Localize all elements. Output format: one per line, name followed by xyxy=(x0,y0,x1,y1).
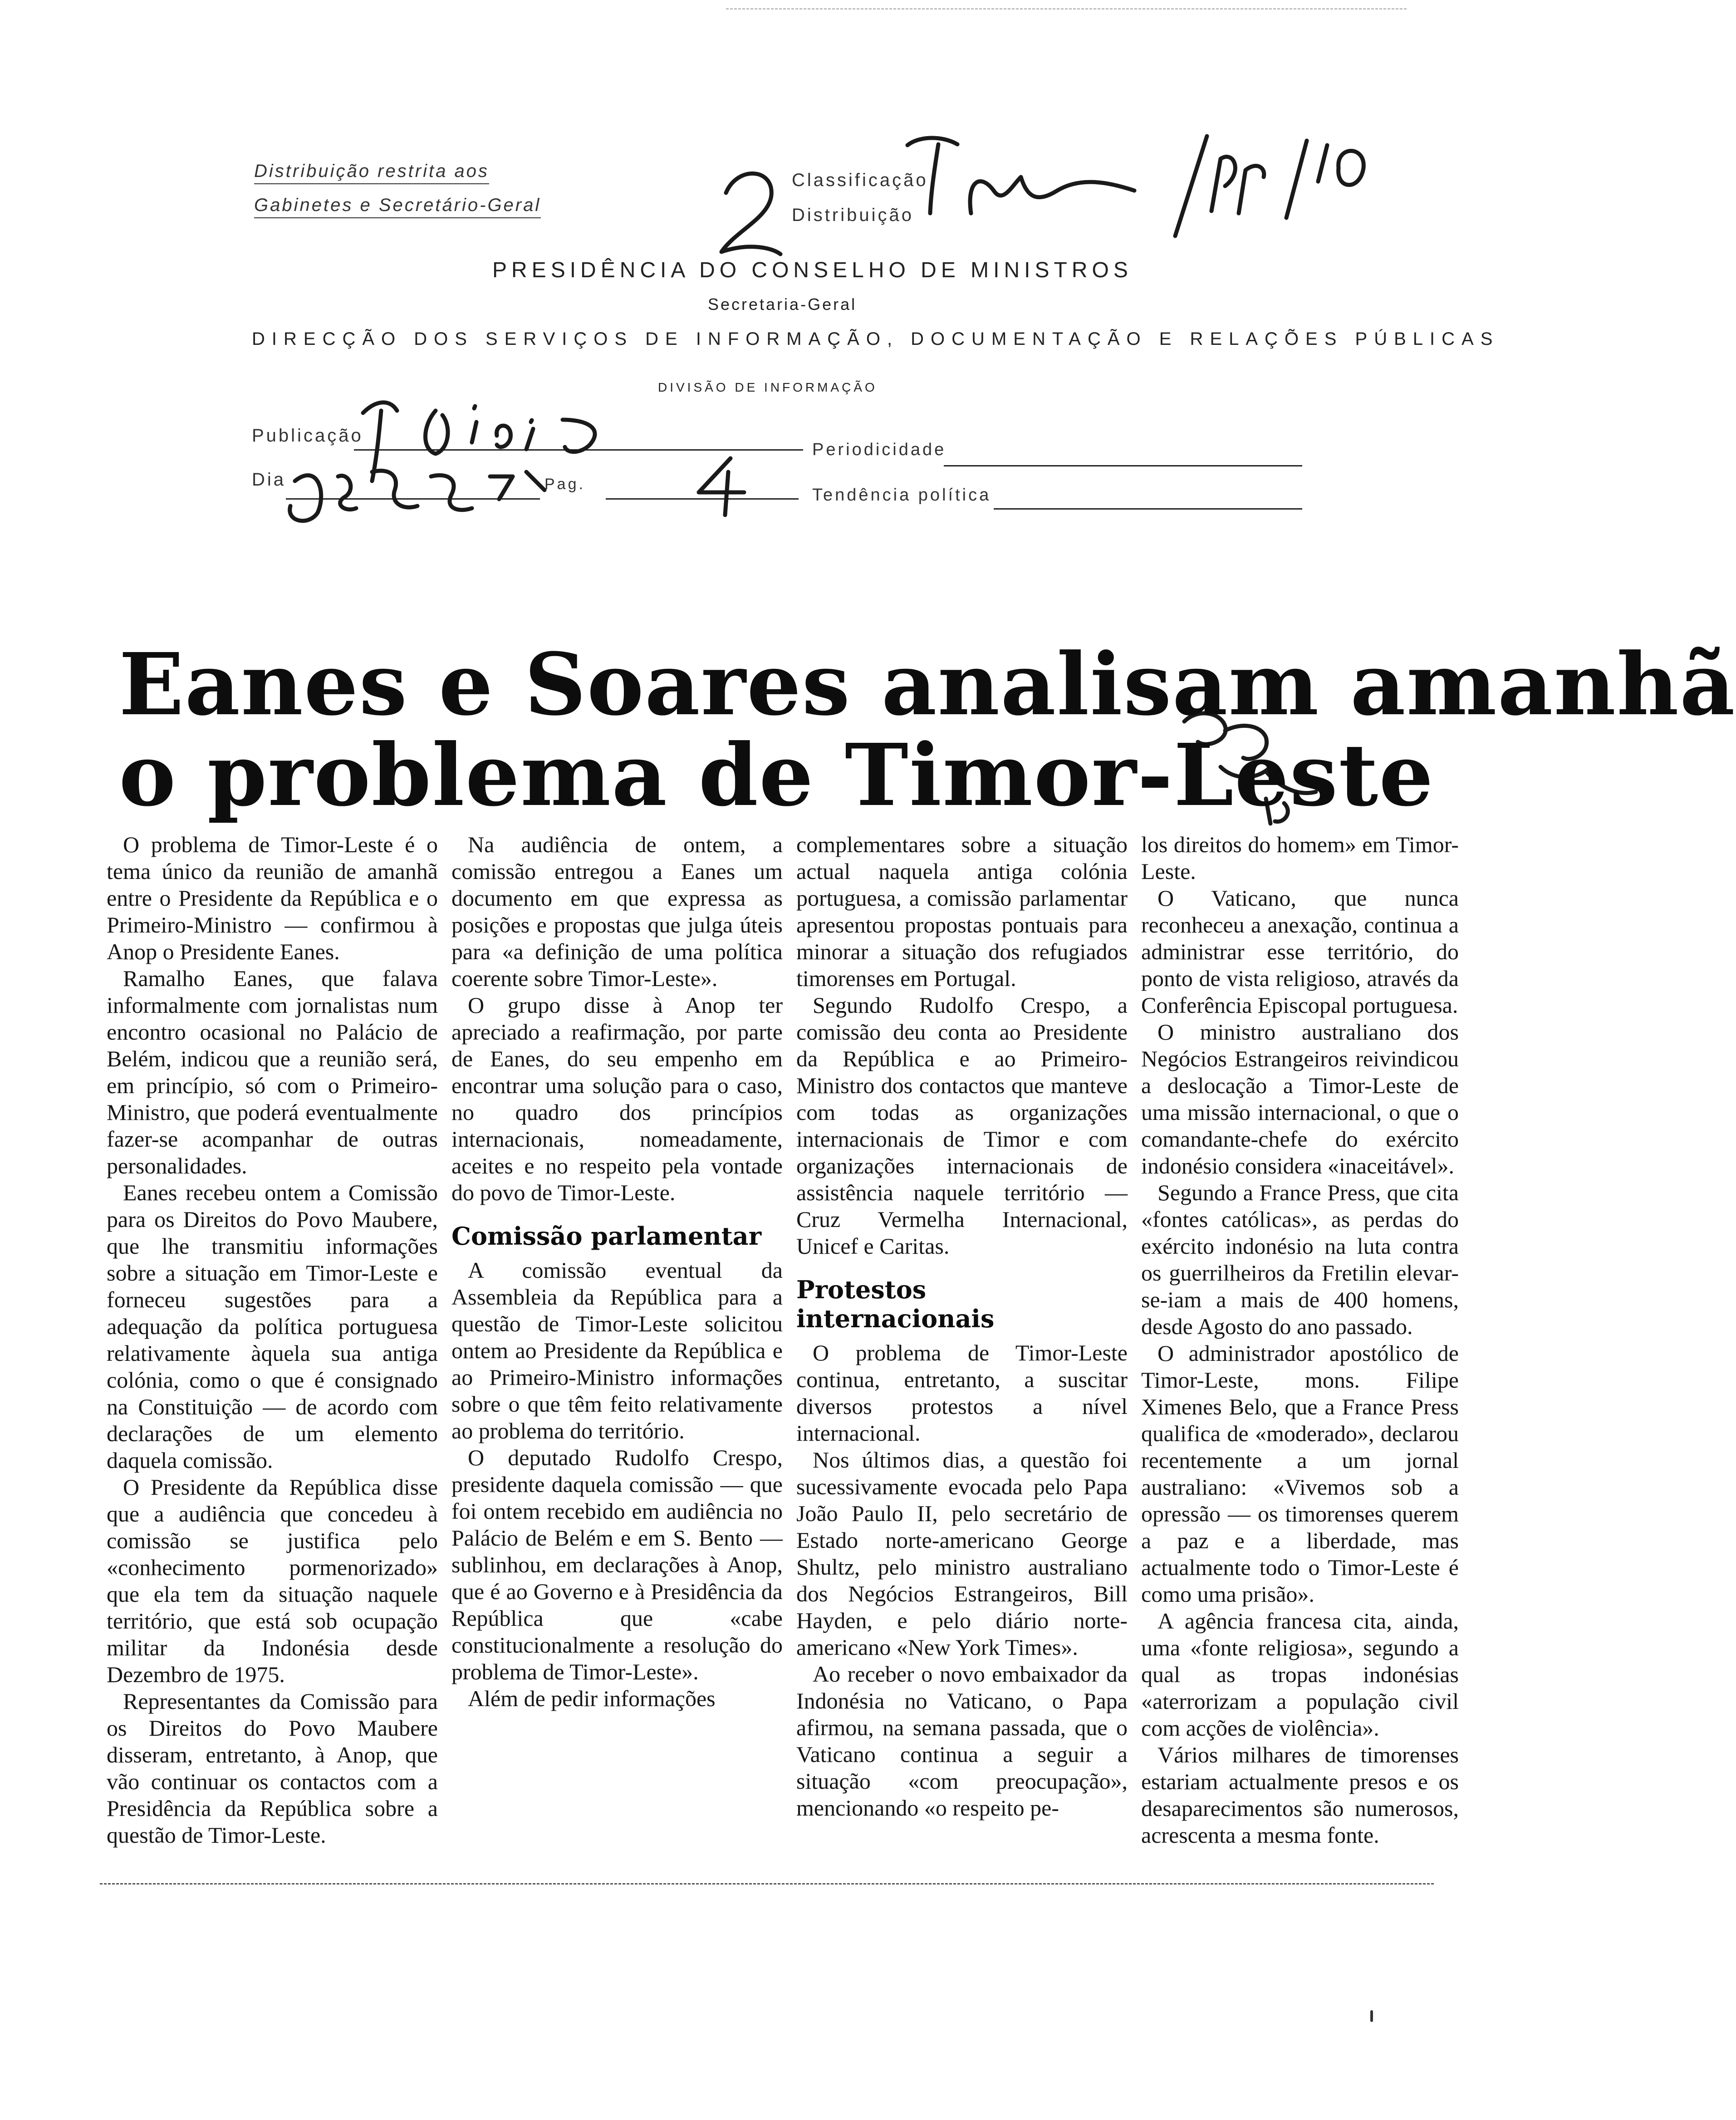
distribution-line-2: Gabinetes e Secretário-Geral xyxy=(254,195,541,218)
paragraph: A comissão eventual da Assembleia da República para a questão de Timor-Leste solicitou ontem ao Presidente da República e ao Primeiro-Ministro informações sobre o que têm feito relativamente ao problema do território. xyxy=(451,1257,783,1443)
secretaria-geral: Secretaria-Geral xyxy=(708,295,857,314)
pagina-label: Pag. xyxy=(544,476,585,493)
paragraph: Representantes da Comissão para os Direitos do Povo Maubere disseram, entretanto, à Anop, que vão continuar os contactos com a Presidência da República sobre a questão de Timor-Leste. xyxy=(107,1688,438,1848)
divisao-informacao: DIVISÃO DE INFORMAÇÃO xyxy=(658,380,878,394)
article-headline-line-2: o problema de Timor-Leste xyxy=(119,725,1434,825)
paragraph: A agência francesa cita, ainda, uma «fonte religiosa», segundo a qual as tropas indonésias «aterrorizam a população civil com acções de violência». xyxy=(1141,1608,1459,1741)
article-headline-line-1: Eanes e Soares analisam amanhã xyxy=(119,634,1736,735)
paragraph: O problema de Timor-Leste continua, entretanto, a suscitar diversos protestos a nível internacional. xyxy=(796,1340,1128,1446)
paragraph: O administrador apostólico de Timor-Leste, mons. Filipe Ximenes Belo, que a France Press qualifica de «moderado», declarou recentemente a um jornal australiano: «Vivemos sob a opressão — os timorenses querem a paz e a liberdade, mas actualmente todo o Timor-Leste é como uma prisão». xyxy=(1141,1340,1459,1607)
article-column-4 xyxy=(1141,831,1459,1849)
paragraph: O deputado Rudolfo Crespo, presidente daquela comissão — que foi ontem recebido em audiência no Palácio de Belém e em S. Bento — sublinhou, em declarações à Anop, que é ao Governo e à Presidência da República que «cabe constitucionalmente a resolução do problema de Timor-Leste». xyxy=(451,1445,783,1684)
organization-title: PRESIDÊNCIA DO CONSELHO DE MINISTROS xyxy=(492,258,1133,282)
direccao-servicos: DIRECÇÃO DOS SERVIÇOS DE INFORMAÇÃO, DOCUMENTAÇÃO E RELAÇÕES PÚBLICAS xyxy=(252,329,1500,349)
distribution-line-1: Distribuição restrita aos xyxy=(254,161,489,184)
paragraph: Ramalho Eanes, que falava informalmente com jornalistas num encontro ocasional no Palácio de Belém, indicou que a reunião será, em princípio, só com o Primeiro-Ministro, que poderá eventualmente fazer-se acompanhar de outras personalidades. xyxy=(107,966,438,1178)
paragraph: Eanes recebeu ontem a Comissão para os Direitos do Povo Maubere, que lhe transmitiu informações sobre a situação em Timor-Leste e forneceu sugestões para a adequação da política portuguesa relativamente àquela sua antiga colónia, como o que é consignado na Constituição — de acordo com declarações de um elemento daquela comissão. xyxy=(107,1180,438,1473)
paragraph: Nos últimos dias, a questão foi sucessivamente evocada pelo Papa João Paulo II, pelo secretário de Estado norte-americano George Shultz, pelo ministro australiano dos Negócios Estrangeiros, Bill Hayden, e pelo diário norte-americano «New York Times». xyxy=(796,1447,1128,1660)
paragraph: O Vaticano, que nunca reconheceu a anexação, continua a administrar esse território, do ponto de vista religioso, através da Conferência Episcopal portuguesa. xyxy=(1141,885,1459,1018)
paragraph: Segundo a France Press, que cita «fontes católicas», as perdas do exército indonésio na luta contra os guerrilheiros da Fretilin elevar-se-iam a mais de 400 homens, desde Agosto do ano passado. xyxy=(1141,1180,1459,1339)
paragraph: Vários milhares de timorenses estariam actualmente presos e os desaparecimentos são numerosos, acrescenta a mesma fonte. xyxy=(1141,1742,1459,1848)
paragraph: Ao receber o novo embaixador da Indonésia no Vaticano, o Papa afirmou, na semana passada, que o Vaticano continua a seguir a situação «com preocupação», mencionando «o respeito pe- xyxy=(796,1661,1128,1821)
paragraph: O ministro australiano dos Negócios Estrangeiros reivindicou a deslocação a Timor-Leste de uma missão internacional, o que o comandante-chefe do exército indonésio considera «inaceitável». xyxy=(1141,1019,1459,1178)
dia-field-line xyxy=(286,498,540,500)
paragraph: O problema de Timor-Leste é o tema único da reunião de amanhã entre o Presidente da República e o Primeiro-Ministro — confirmou à Anop o Presidente Eanes. xyxy=(107,832,438,964)
subhead-comissao-parlamentar: Comissão parlamentar xyxy=(451,1222,762,1251)
paragraph: O Presidente da República disse que a audiência que concedeu à comissão se justifica pelo «conhecimento pormenorizado» que ela tem da situação naquele território, que está sob ocupação militar da Indonésia desde Dezembro de 1975. xyxy=(107,1474,438,1687)
subhead-protestos-internacionais: Protestos internacionais xyxy=(796,1275,995,1333)
distribuicao-label: Distribuição xyxy=(792,205,914,225)
paragraph: Na audiência de ontem, a comissão entregou a Eanes um documento em que expressa as posições e propostas que julga úteis para «a definição de uma política coerente sobre Timor-Leste». xyxy=(451,832,783,991)
paragraph: Além de pedir informações xyxy=(468,1686,716,1711)
scan-edge-line xyxy=(726,8,1407,10)
paragraph: los direitos do homem» em Timor-Leste. xyxy=(1141,832,1459,884)
paragraph: complementares sobre a situação actual naquela antiga colónia portuguesa, a comissão parlamentar apresentou propostas pontuais para minorar a situação dos refugiados timorenses em Portugal. xyxy=(796,832,1128,991)
tendencia-field-line xyxy=(994,508,1302,510)
article-column-2 xyxy=(451,831,783,1712)
pagina-field-line xyxy=(606,498,799,500)
dia-label: Dia xyxy=(252,470,286,490)
paragraph: Segundo Rudolfo Crespo, a comissão deu conta ao Presidente da República e ao Primeiro-Ministro dos contactos que manteve com todas as organizações internacionais de Timor e com organizações internacionais de assistência naquele território — Cruz Vermelha Internacional, Unicef e Caritas. xyxy=(796,992,1128,1259)
article-column-1 xyxy=(107,831,438,1849)
tendencia-label: Tendência política xyxy=(812,486,991,505)
paragraph: O grupo disse à Anop ter apreciado a reafirmação, por parte de Eanes, do seu empenho em encontrar uma solução para o caso, no quadro dos princípios internacionais, nomeadamente, aceites e no respeito pela vontade do povo de Timor-Leste. xyxy=(451,992,783,1205)
periodicidade-label: Periodicidade xyxy=(812,440,946,459)
periodicidade-field-line xyxy=(944,465,1302,466)
clipping-bottom-rule xyxy=(100,1883,1434,1884)
article-column-3 xyxy=(796,831,1128,1821)
classificacao-label: Classificação xyxy=(792,170,928,190)
scan-speck xyxy=(1370,2010,1373,2022)
publicacao-label: Publicação xyxy=(252,426,363,446)
publicacao-field-line xyxy=(354,449,803,451)
